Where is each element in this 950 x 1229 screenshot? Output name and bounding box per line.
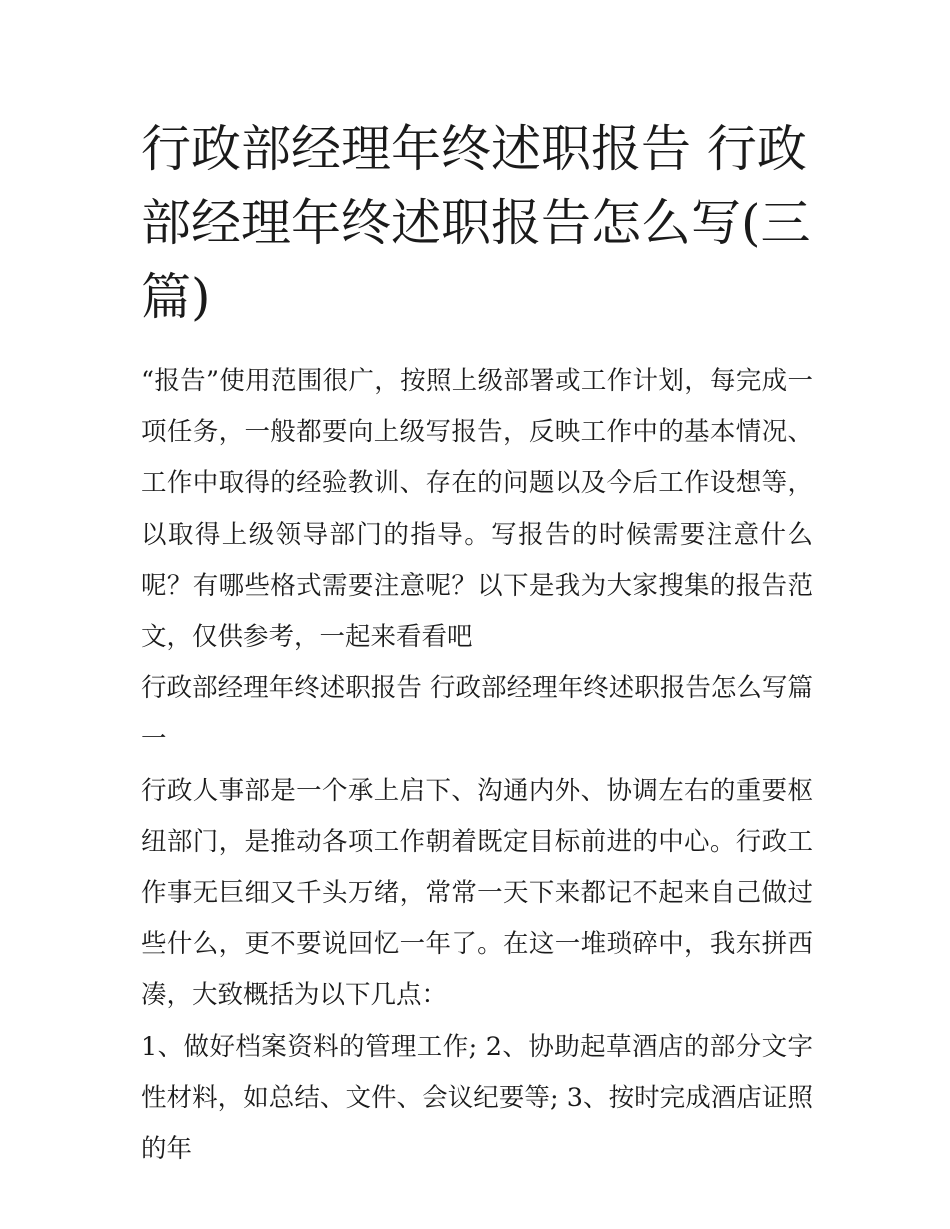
intro-paragraph: “报告”使用范围很广，按照上级部署或工作计划，每完成一项任务，一般都要向上级写报告，反映工作中的基本情况、工作中取得的经验教训、存在的问题以及今后工作设想等，以取得上级领导部门的指导。写报告的时候需要注意什么呢？有哪些格式需要注意呢？以下是我为大家搜集的报告范文，仅供参考，一起来看看吧: [141, 366, 813, 653]
body-paragraph: 行政人事部是一个承上启下、沟通内外、协调左右的重要枢纽部门，是推动各项工作朝着既定目标前进的中心。行政工作事无巨细又千头万绪，常常一天下来都记不起来自己做过些什么，更不要说回忆一年了。在这一堆琐碎中，我东拼西凑，大致概括为以下几点：: [141, 775, 813, 1011]
section-heading: 行政部经理年终述职报告 行政部经理年终述职报告怎么写篇一: [141, 673, 813, 755]
document-title: 行政部经理年终述职报告 行政部经理年终述职报告怎么写(三篇): [141, 120, 811, 326]
list-paragraph: 1、做好档案资料的管理工作; 2、协助起草酒店的部分文字性材料，如总结、文件、会议纪要等; 3、按时完成酒店证照的年: [141, 1031, 813, 1165]
document-body: [141, 112, 813, 1175]
